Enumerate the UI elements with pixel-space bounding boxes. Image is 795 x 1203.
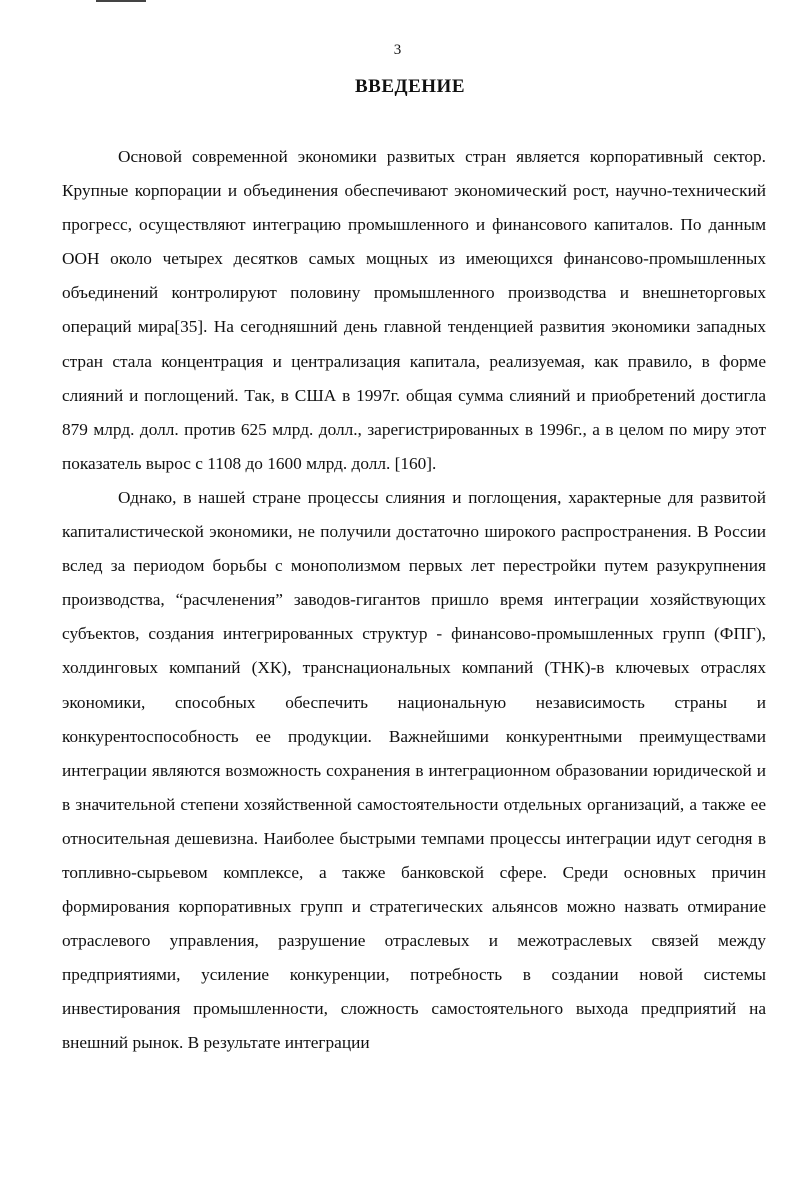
scan-artifact-line bbox=[96, 0, 146, 5]
document-body bbox=[62, 140, 766, 1061]
paragraph-1: Основой современной экономики развитых стран является корпоративный сектор. Крупные корпорации и объединения обеспечивают экономический рост, научно-технический прогресс, осуществляют интеграцию промышленного и финансового капиталов. По данным ООН около четырех десятков самых мощных из имеющихся финансово-промышленных объединений контролируют половину промышленного производства и внешнеторговых операций мира[35]. На сегодняшний день главной тенденцией развития экономики западных стран стала концентрация и централизация капитала, реализуемая, как правило, в форме слияний и поглощений. Так, в США в 1997г. общая сумма слияний и приобретений достигла 879 млрд. долл. против 625 млрд. долл., зарегистрированных в 1996г., а в целом по миру этот показатель вырос с 1108 до 1600 млрд. долл. [160]. bbox=[62, 147, 766, 473]
page-title: ВВЕДЕНИЕ bbox=[355, 76, 465, 97]
paragraph-2: Однако, в нашей стране процессы слияния и поглощения, характерные для развитой капиталистической экономики, не получили достаточно широкого распространения. В России вслед за периодом борьбы с монополизмом первых лет перестройки путем разукрупнения производства, “расчленения” заводов-гигантов пришло время интеграции хозяйствующих субъектов, создания интегрированных структур - финансово-промышленных групп (ФПГ), холдинговых компаний (ХК), транснациональных компаний (ТНК)-в ключевых отраслях экономики, способных обеспечить национальную независимость страны и конкурентоспособность ее продукции. Важнейшими конкурентными преимуществами интеграции являются возможность сохранения в интеграционном образовании юридической и в значительной степени хозяйственной самостоятельности отдельных организаций, а также ее относительная дешевизна. Наиболее быстрыми темпами процессы интеграции идут сегодня в топливно-сырьевом комплексе, а также банковской сфере. Среди основных причин формирования корпоративных групп и стратегических альянсов можно назвать отмирание отраслевого управления, разрушение отраслевых и межотраслевых связей между предприятиями, усиление конкуренции, потребность в создании новой системы инвестирования промышленности, сложность самостоятельного выхода предприятий на внешний рынок. В результате интеграции bbox=[62, 487, 766, 1053]
page-number: 3 bbox=[393, 42, 402, 58]
